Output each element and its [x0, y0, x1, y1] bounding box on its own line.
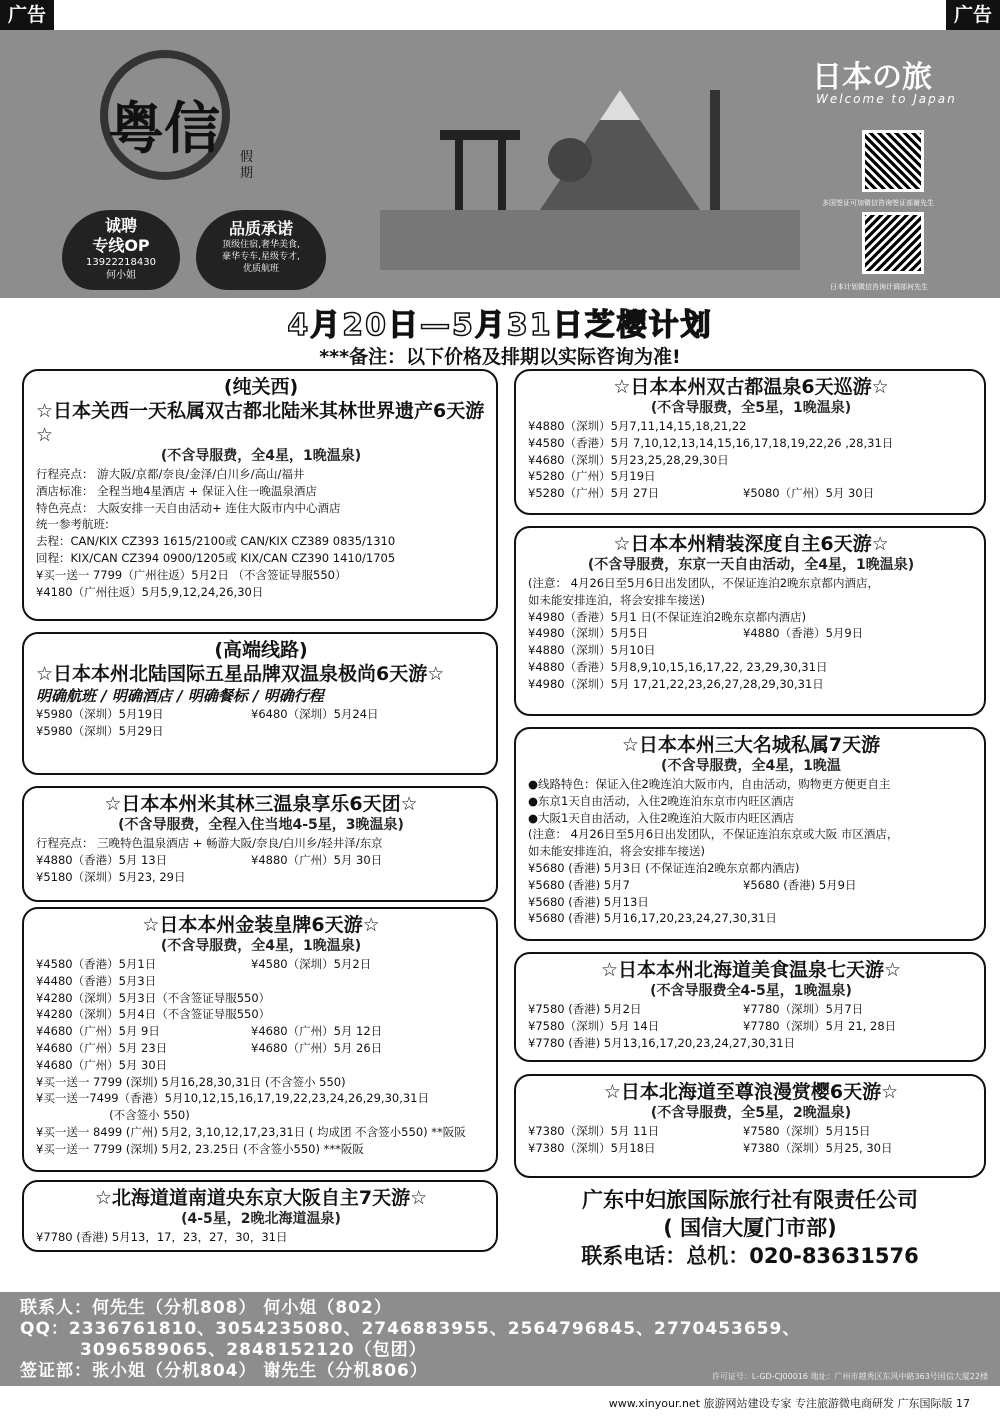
recruit-contact: 13922218430 何小姐 [86, 257, 156, 281]
card-line: 统一参考航班: [36, 517, 109, 532]
agency-branch: ( 国信大厦门市部) [663, 1216, 837, 1240]
card-title: ☆日本本州北陆国际五星品牌双温泉极尚6天游☆ [36, 663, 445, 685]
logo-sub: 假期 [240, 150, 254, 181]
qr-code-icon [862, 130, 924, 192]
card-line: ¥5680 (香港) 5月13日 [528, 894, 649, 909]
tour-card-deluxe [514, 526, 986, 716]
card-category: (纯关西) [223, 376, 299, 398]
card-line: ¥4980（深圳）5月 17,21,22,23,26,27,28,29,30,31日 [528, 676, 824, 691]
card-line: ¥买一送一 7799 (深圳) 5月2, 23.25日 (不含签小550) ***阪阪 [36, 1141, 364, 1156]
qr1-caption: 多国签证可加微信咨询签证部谢先生 [822, 199, 934, 207]
ad-tag-left: 广告 [0, 0, 54, 30]
price-row: ¥4480（香港）5月3日 [36, 973, 157, 988]
quality-badge [196, 210, 326, 290]
tour-card-hokkaido-tokyo [22, 1180, 498, 1252]
contact-footer [0, 1292, 1000, 1386]
recruit-title: 诚聘 专线OP [92, 216, 150, 255]
price-row: ¥4280（深圳）5月3日（不含签证导服550） [36, 990, 271, 1005]
price-row: ¥5980（深圳）5月29日 [36, 723, 164, 738]
card-subtitle: (不含导服费，东京一天自由活动，全4星，1晚温泉) [587, 557, 915, 573]
card-title: ☆日本关西一天私属双古都北陆米其林世界遗产6天游☆ [36, 400, 485, 446]
card-title: ☆日本本州金装皇牌6天游☆ [142, 914, 380, 936]
recruit-badge [62, 210, 180, 290]
card-line: 如未能安排连泊，将会安排车接送) [528, 844, 705, 859]
card-subtitle: (4-5星，2晚北海道温泉) [181, 1211, 341, 1227]
card-line: (注意： 4月26日至5月6日出发团队，不保证连泊东京或大阪 市区酒店， [528, 827, 899, 842]
logo: 粤信 [108, 96, 220, 162]
card-line: ¥5280（广州）5月19日 [528, 469, 656, 484]
card-subtitle: (不含导服费，全5星，1晚温泉) [650, 400, 852, 416]
card-line: ¥7780 (香港) 5月13，17，23，27，30，31日 [36, 1230, 288, 1244]
tour-card-hokkaido-sakura [514, 1074, 986, 1178]
card-subtitle: (不含导服费，全4星，1晚温 [661, 758, 841, 774]
card-line: ¥买一送一 7799（广州往返）5月2日 （不含签证导服550） [36, 567, 347, 582]
price-row: ¥4680（广州）5月 30日 [36, 1057, 168, 1072]
contact-qq-2: 3096589065、2848152120（包团） [80, 1340, 427, 1360]
card-line: ¥5680 (香港) 5月3日 (不保证连泊2晚东京都内酒店) [528, 860, 800, 875]
card-subtitle: (不含导服费，全4星，1晚温泉) [160, 938, 362, 954]
visa-contact: 签证部：张小姐（分机804） 谢先生（分机806） [20, 1361, 428, 1381]
price-row: ¥4880（香港）5月 13日 ¥4880（广州）5月 30日 [36, 852, 383, 867]
card-subtitle: (不含导服费全4-5星，1晚温泉) [650, 983, 852, 999]
card-line: 行程亮点： 游大阪/京都/奈良/金泽/白川乡/高山/福井 [36, 467, 305, 481]
card-line: ●线路特色：保证入住2晚连泊大阪市内，自由活动，购物更方便更自主 [528, 777, 891, 791]
card-line: ¥4580（香港）5月 7,10,12,13,14,15,16,17,18,19,22,26 ,28,31日 [528, 435, 894, 450]
agency-block [514, 1186, 986, 1270]
tour-card-three-cities [514, 727, 986, 941]
header-banner [0, 30, 1000, 298]
card-line: ¥4880（深圳）5月7,11,14,15,18,21,22 [528, 419, 747, 433]
price-row: ¥4580（香港）5月1日 ¥4580（深圳）5月2日 [36, 957, 372, 971]
card-line: 特色亮点： 大阪安排一天自由活动+ 连住大阪市内中心酒店 [36, 500, 341, 515]
brand-subtitle: Welcome to Japan [816, 92, 957, 106]
price-row: ¥7380（深圳）5月18日 ¥7380（深圳）5月25, 30日 [528, 1140, 893, 1155]
snow-cap-icon [600, 90, 640, 120]
card-subtitle: 明确航班 / 明确酒店 / 明确餐标 / 明确行程 [36, 687, 324, 705]
card-title: ☆日本本州精装深度自主6天游☆ [613, 533, 889, 555]
card-line: ¥5680 (香港) 5月16,17,20,23,24,27,30,31日 [528, 911, 777, 926]
card-category: (高端线路) [214, 639, 308, 661]
quality-title: 品质承诺 [228, 219, 293, 238]
card-line: ¥4980（香港）5月1 日(不保证连泊2晚东京都内酒店) [528, 609, 807, 624]
price-row: ¥4680（广州）5月 23日 ¥4680（广州）5月 26日 [36, 1040, 383, 1055]
card-title: ☆日本北海道至尊浪漫赏樱6天游☆ [603, 1081, 899, 1103]
card-line: 回程：KIX/CAN CZ394 0900/1205或 KIX/CAN CZ390 1410/1705 [36, 550, 396, 565]
tour-card-twin-capitals [514, 369, 986, 515]
price-row: ¥7580（深圳）5月 14日 ¥7780（深圳）5月 21, 28日 [528, 1018, 897, 1033]
price-row: ¥5980（深圳）5月19日 ¥6480（深圳）5月24日 [36, 707, 379, 721]
card-line: 酒店标准： 全程当地4星酒店 + 保证入住一晚温泉酒店 [36, 483, 317, 498]
card-line: 行程亮点： 三晚特色温泉酒店 + 畅游大阪/奈良/白川乡/轻井泽/东京 [36, 836, 383, 850]
tour-card-golden [22, 907, 498, 1172]
card-title: ☆日本本州双古都温泉6天巡游☆ [613, 376, 889, 398]
japan-illustration [380, 30, 800, 298]
card-line: ¥买一送一 8499 (广州) 5月2, 3,10,12,17,23,31日 ( 均成团 不含签小550) **阪阪 [36, 1124, 466, 1139]
card-title: ☆日本本州米其林三温泉享乐6天团☆ [104, 793, 418, 815]
price-row: ¥4280（深圳）5月4日（不含签证导服550） [36, 1007, 271, 1022]
price-row: ¥5280（广州）5月 27日 ¥5080（广州）5月 30日 [528, 486, 875, 501]
card-line: (不含签小 550) [36, 1108, 190, 1123]
card-line: 去程：CAN/KIX CZ393 1615/2100或 CAN/KIX CZ389 0835/1310 [36, 534, 396, 549]
contact-people: 联系人：何先生（分机808） 何小姐（802） [20, 1298, 392, 1318]
ad-tag-right: 广告 [946, 0, 1000, 30]
price-row: ¥5680 (香港) 5月7 ¥5680 (香港) 5月9日 [528, 877, 857, 892]
page-title: 4月20日—5月31日芝樱计划 [287, 308, 713, 343]
tour-card-hokkaido-food [514, 952, 986, 1062]
license-address: 许可证号：L-GD-CJ00016 地址：广州市越秀区东风中路363号国信大厦22楼 [711, 1372, 988, 1381]
card-line: (注意： 4月26日至5月6日出发团队，不保证连泊2晚东京都内酒店， [528, 576, 880, 590]
price-row: ¥5180（深圳）5月23, 29日 [36, 869, 186, 884]
card-subtitle: (不含导服费，全5星，2晚温泉) [650, 1105, 852, 1121]
card-line: ●大阪1天自由活动，入住2晚连泊大阪市内旺区酒店 [528, 810, 795, 825]
card-line: ¥7780 (香港) 5月13,16,17,20,23,24,27,30,31日 [528, 1035, 796, 1050]
notice: ***备注：以下价格及排期以实际咨询为准! [319, 346, 681, 368]
price-row: ¥4680（广州）5月 9日 ¥4680（广州）5月 12日 [36, 1024, 383, 1039]
card-line: ¥买一送一7499（香港）5月10,12,15,16,17,19,22,23,24,26,29,30,31日 [36, 1091, 429, 1106]
card-line: ¥买一送一 7799 (深圳) 5月16,28,30,31日 (不含签小 550) [36, 1074, 346, 1089]
agency-phone: 联系电话：总机：020-83631576 [581, 1244, 919, 1268]
price-row: ¥7580 (香港) 5月2日 ¥7780（深圳）5月7日 [528, 1002, 864, 1016]
qr2-caption: 日本计划微信咨询计调部何先生 [830, 283, 928, 291]
card-line: ¥4880（香港）5月8,9,10,15,16,17,22, 23,29,30,31日 [528, 659, 828, 674]
brand-title: 日本の旅 [812, 60, 932, 95]
tour-card-kansai [22, 369, 498, 621]
contact-qq: QQ：2336761810、3054235080、2746883955、2564796845、2770453659、 [20, 1319, 801, 1339]
card-subtitle: (不含导服费，全4星，1晚温泉) [160, 448, 362, 464]
price-row: ¥7380（深圳）5月 11日 ¥7580（深圳）5月15日 [528, 1124, 871, 1138]
tour-card-hokuriku [22, 632, 498, 775]
agency-name: 广东中妇旅国际旅行社有限责任公司 [582, 1188, 918, 1212]
qr-code-icon [862, 212, 924, 274]
buddha-icon [548, 138, 592, 182]
price-row: ¥4980（深圳）5月5日 ¥4880（香港）5月9日 [528, 626, 864, 641]
quality-text: 顶级住宿,奢华美食, 豪华专车,星级专才, 优质航班 [222, 240, 300, 274]
card-title: ☆日本本州北海道美食温泉七天游☆ [600, 959, 902, 981]
card-line: ¥4180（广州往返）5月5,9,12,24,26,30日 [36, 584, 264, 599]
card-line: ¥4880（深圳）5月10日 [528, 643, 656, 658]
card-line: ¥4680（深圳）5月23,25,28,29,30日 [528, 452, 729, 467]
tour-card-michelin [22, 786, 498, 902]
bottom-bar: www.xinyour.net 旅游网站建设专家 专注旅游微电商研发 广东国际版 17 [608, 1397, 970, 1410]
card-title: ☆北海道道南道央东京大阪自主7天游☆ [94, 1187, 428, 1209]
card-title: ☆日本本州三大名城私属7天游 [621, 734, 881, 756]
card-line: ●东京1天自由活动，入住2晚连泊东京市内旺区酒店 [528, 793, 795, 808]
card-line: 如未能安排连泊，将会安排车接送) [528, 592, 705, 607]
card-subtitle: (不含导服费，全程入住当地4-5星，3晚温泉) [118, 817, 404, 833]
torii-icon [440, 130, 520, 140]
